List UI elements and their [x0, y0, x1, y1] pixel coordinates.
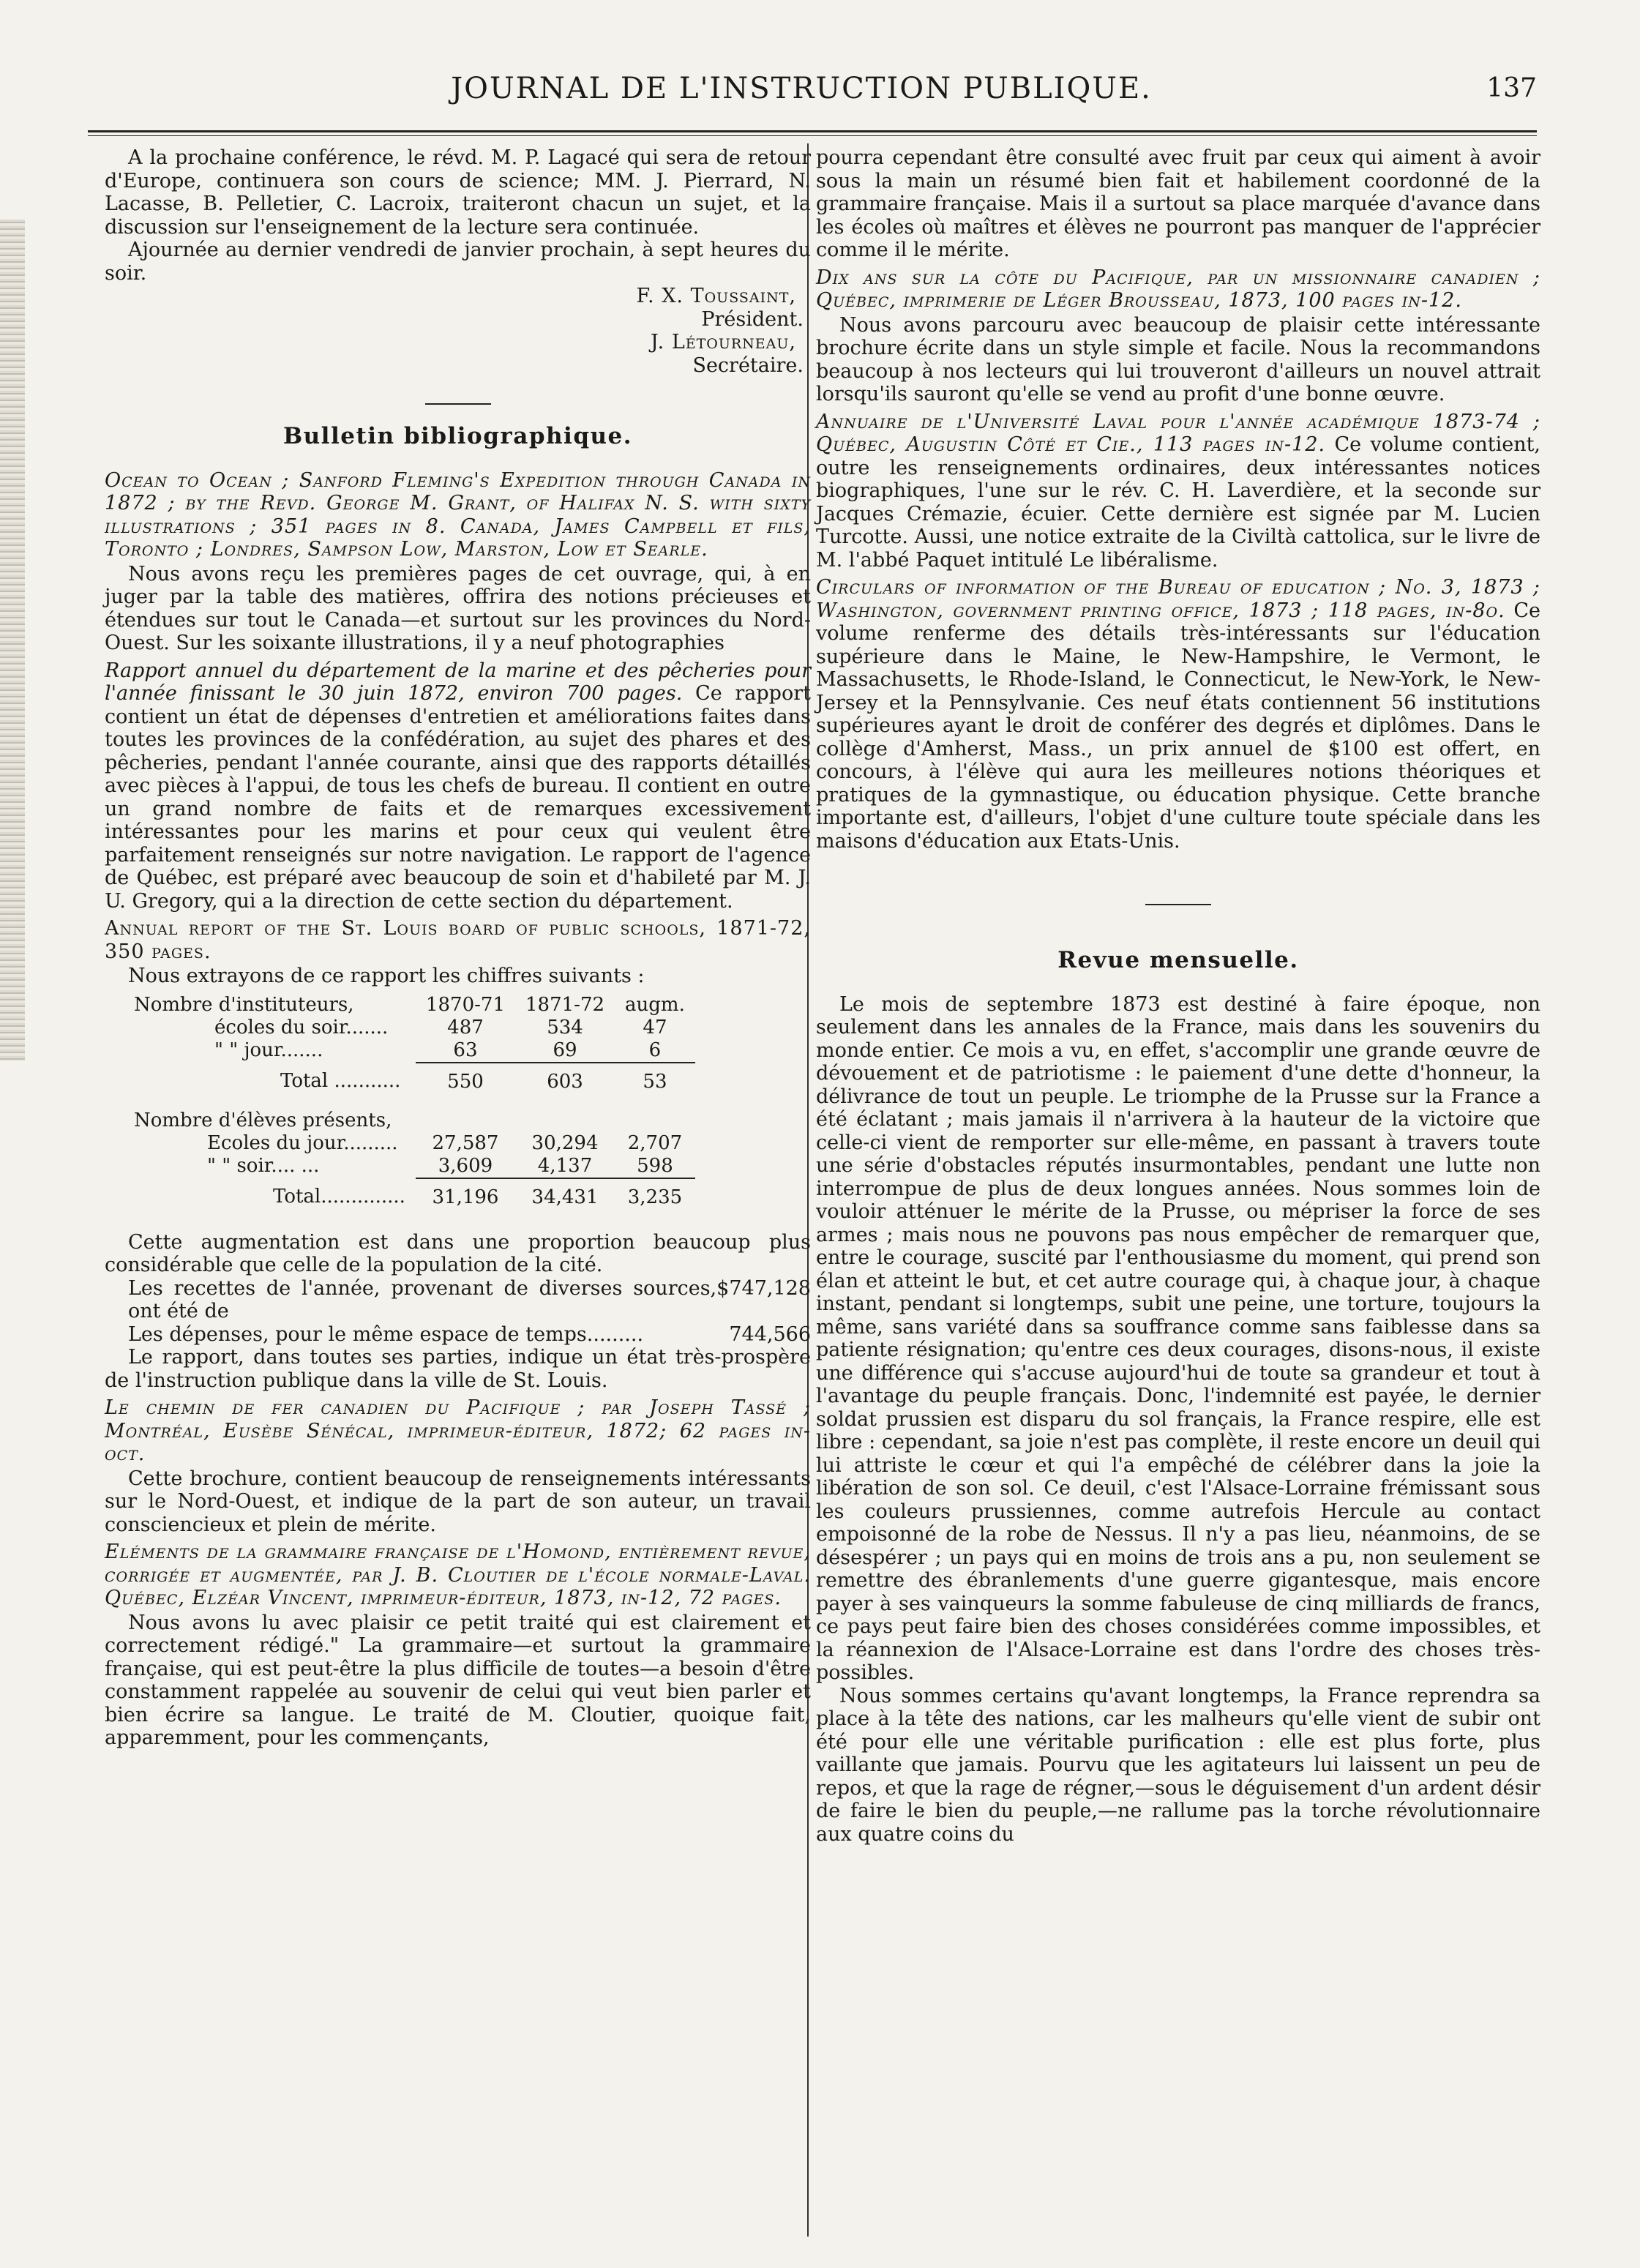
header-rule — [88, 130, 1537, 136]
cell: 27,587 — [432, 1131, 499, 1154]
ocean-entry-body: Nous avons reçu les premières pages de cet ouvrage, qui, à en juger par la table des matières, offrira des notions précieuses et étendues sur tout le Canada—et surtout sur les provinces du Nord-Ouest. Sur les soixante illustrations, il y a neuf photographies — [105, 562, 811, 654]
recettes-value: $747,128 — [716, 1276, 811, 1300]
section-rule — [1145, 904, 1211, 905]
cell: 2,707 — [627, 1131, 683, 1154]
recettes-label: Les recettes de l'année, provenant de diverses sources, ont été de — [128, 1276, 717, 1322]
row-label: écoles du soir....... — [214, 1016, 389, 1038]
col-1871-72: 1871-72 — [525, 993, 605, 1016]
augmentation-paragraph: Cette augmentation est dans une proportion beaucoup plus considérable que celle de la population de la cité. — [105, 1230, 811, 1276]
left-column — [105, 146, 811, 1750]
cell: 3,609 — [438, 1154, 493, 1177]
cell: 63 — [453, 1038, 478, 1061]
president-role: Président. — [701, 307, 804, 331]
cell: 69 — [553, 1038, 577, 1061]
table-row — [134, 1132, 695, 1155]
cell: 534 — [547, 1016, 583, 1038]
cell: 550 — [416, 1063, 515, 1093]
row-label: " " jour....... — [214, 1039, 323, 1061]
table-head-label: Nombre d'élèves présents, — [134, 1109, 392, 1131]
col-1870-71: 1870-71 — [425, 993, 505, 1016]
cell: 31,196 — [416, 1178, 515, 1209]
continuation-paragraph: pourra cependant être consulté avec fruit par ceux qui aiment à avoir sous la main un résumé bien fait et habilement coordonné de la grammaire française. Mais il a surtout sa place marquée d'avance dans les écoles où maîtres et élèves ne pourront pas manquer de l'apprécier comme il le mérite. — [816, 146, 1540, 261]
chemin-entry-heading: Le chemin de fer canadien du Pacifique ; par Joseph Tassé ; Montréal, Eusèbe Sénécal, imprimeur-éditeur, 1872; 62 pages in-oct. — [105, 1396, 811, 1465]
bulletin-heading: Bulletin bibliographique. — [282, 423, 633, 449]
revue-paragraph-1: Le mois de septembre 1873 est destiné à faire époque, non seulement dans les annales de la France, mais dans les souvenirs du monde entier. Ce mois a vu, en effet, s'accomplir une grande œuvre de dévouement et de patriotisme : le paiement d'une dette d'honneur, la délivrance de tout un peuple. Le triomphe de la Prusse sur la France a été éclatant ; mais jamais il n'arrivera à la hauteur de la victoire que celle-ci vient de remporter sur elle-même, en passant à travers toute une série d'obstacles réputés insurmontables, pendant une lutte non interrompue de plus de deux longues années. Nous sommes loin de vouloir atténuer le mérite de la Prusse, ou mépriser la force de ses armes ; mais nous ne pouvons pas nous empêcher de remarquer que, entre le courage, suscité par l'enthousiasme du moment, qui prend son élan et atteint le but, et cet autre courage qui, à chaque jour, à chaque instant, pendant si longtemps, subit une peine, une torture, toujours la même, sans variété dans sa souffrance comme sans faiblesse dans sa patiente résignation; qu'entre ces deux courages, disons-nous, il existe une différence qui s'accuse aujourd'hui de toute sa grandeur et tout à l'avantage du peuple français. Donc, l'indemnité est payée, le dernier soldat prussien est disparu du sol français, la France respire, elle est libre : cependant, sa joie n'est pas complète, il reste encore un deuil qui lui attriste le cœur et qui l'a empêché de célébrer dans la joie la libération de son sol. Ce deuil, c'est l'Alsace-Lorraine frémissant sous les couleurs prussiennes, comme autrefois Hercule au contact empoisonné de la robe de Nessus. Il n'y a pas lieu, néanmoins, de se désespérer ; un pays qui en moins de trois ans a pu, non seulement se remettre des ébranlements d'une guerre gigantesque, mais encore payer à ses vainqueurs la somme fabuleuse de cinq milliards de francs, ce pays peut faire bien des choses considérées comme impossibles, et la réannexion de l'Alsace-Lorraine est dans l'ordre des choses très-possibles. — [816, 992, 1540, 1684]
depenses-row — [105, 1323, 811, 1347]
rapport-state-paragraph: Le rapport, dans toutes ses parties, indique un état très-prospère de l'instruction publique dans la ville de St. Louis. — [105, 1346, 811, 1392]
cell: 598 — [637, 1154, 673, 1177]
section-rule — [425, 403, 491, 405]
cell: 3,235 — [615, 1178, 695, 1209]
right-column — [816, 146, 1540, 1846]
annuaire-entry: Annuaire de l'Université Laval pour l'année académique 1873-74 ; Québec, Augustin Côté et Cie., 113 pages in-12. Ce volume contient, outre les renseignements ordinaires, deux intéressantes notices biographiques, l'une sur le rév. C. H. Laverdière, et la seconde sur Jacques Crémazie, écuier. Cette dernière est signée par M. Lucien Turcotte. Aussi, une notice extraite de la Civiltà cattolica, sur le livre de M. l'abbé Paquet intitulé Le libéralisme. — [816, 410, 1541, 572]
secretary-name: J. Létourneau, — [650, 331, 796, 353]
cell: 6 — [648, 1038, 662, 1061]
cell: 30,294 — [531, 1131, 599, 1154]
stlouis-intro: Nous extrayons de ce rapport les chiffres suivants : — [128, 965, 645, 987]
dix-ans-entry-body: Nous avons parcouru avec beaucoup de plaisir cette intéressante brochure écrite dans un style simple et facile. Nous la recommandons beaucoup à nos lecteurs qui lui trouveront d'ailleurs un nouvel attrait lorsqu'ils sauront qu'elle se vend au profit d'une bonne œuvre. — [816, 313, 1540, 405]
elements-entry-body: Nous avons lu avec plaisir ce petit traité qui est clairement et correctement rédigé." La grammaire—et surtout la grammaire française, qui est peut-être la plus difficile de toutes—a besoin d'être constamment rappelée au souvenir de celui qui veut bien parler et bien écrire sa langue. Le traité de M. Cloutier, quoique fait, apparemment, pour les commençants, — [105, 1611, 811, 1749]
cell: 4,137 — [537, 1154, 593, 1177]
ocean-entry-heading: Ocean to Ocean ; Sanford Fleming's Expedition through Canada in 1872 ; by the Revd. George M. Grant, of Halifax N. S. with sixty illustrations ; 351 pages in 8. Canada, James Campbell et fils, Toronto ; Londres, Sampson Low, Marston, Low et Searle. — [105, 468, 811, 561]
table-row — [134, 1039, 695, 1063]
secretary-role: Secrétaire. — [692, 353, 804, 377]
chemin-entry-body: Cette brochure, contient beaucoup de renseignements intéressants sur le Nord-Ouest, et indique de la part de son auteur, un travail consciencieux et plein de mérite. — [105, 1467, 811, 1536]
depenses-label: Les dépenses, pour le même espace de temps......... — [128, 1322, 644, 1346]
circulars-entry: Circulars of information of the Bureau of education ; No. 3, 1873 ; Washington, government printing office, 1873 ; 118 pages, in-8o. Ce volume renferme des détails très-intéressants sur l'éducation supérieure dans le Maine, le New-Hampshire, le Vermont, le Massachusetts, le Rhode-Island, le Connecticut, le New-York, le New-Jersey et la Pennsylvanie. Ces neuf états contiennent 56 institutions supérieures ayant le droit de conférer des degrés et diplômes. Dans le collège d'Amherst, Mass., un prix annuel de $100 est offert, en concours, à l'élève qui aura les meilleures notions théoriques et pratiques de la gymnastique, ou éducation physique. Cette branche importante est, d'ailleurs, l'objet d'une culture toute spéciale dans les maisons d'éducation aux Etats-Unis. — [816, 576, 1540, 853]
rapport-entry: Rapport annuel du département de la marine et des pêcheries pour l'année finissant le 30 juin 1872, environ 700 pages. Ce rapport contient un état de dépenses d'entretien et améliorations faites dans toutes les provinces de la confédération, au sujet des phares et des pêcheries, pendant l'année courante, ainsi que des rapports détaillés avec pièces à l'appui, de tous les chefs de bureau. Il contient en outre un grand nombre de faits et de remarques excessivement intéressantes pour les marins et pour ceux qui veulent être parfaitement renseignés sur notre navigation. Le rapport de l'agence de Québec, est préparé avec beaucoup de soin et d'habileté par M. J. U. Gregory, qui a la direction de cette section du département. — [105, 659, 811, 913]
total-label: Total ........... — [280, 1070, 401, 1092]
dix-ans-entry-heading: Dix ans sur la côte du Pacifique, par un missionnaire canadien ; Québec, imprimerie de Léger Brousseau, 1873, 100 pages in-12. — [816, 266, 1540, 312]
stlouis-entry-heading: Annual report of the St. Louis board of public schools, 1871-72, 350 pages. — [105, 917, 811, 963]
table-total-row — [134, 1178, 695, 1209]
cell: 34,431 — [515, 1178, 615, 1209]
recettes-row — [105, 1277, 811, 1323]
instituteurs-table — [134, 994, 695, 1209]
scan-binding-edge — [0, 220, 25, 1061]
row-label: " " soir.... ... — [207, 1155, 320, 1177]
cell: 487 — [447, 1016, 484, 1038]
page-header — [66, 66, 1537, 110]
col-augm: augm. — [625, 993, 685, 1016]
table-total-row — [134, 1063, 695, 1093]
table-header-row — [134, 1109, 695, 1132]
cell: 603 — [515, 1063, 615, 1093]
row-label: Ecoles du jour......... — [207, 1131, 398, 1154]
depenses-value: 744,566 — [729, 1322, 811, 1346]
cell: 53 — [615, 1063, 695, 1093]
table-row — [134, 1155, 695, 1178]
table-head-label: Nombre d'instituteurs, — [134, 993, 354, 1016]
revue-heading: Revue mensuelle. — [1057, 947, 1299, 973]
table-row — [134, 1017, 695, 1039]
president-name: F. X. Toussaint, — [636, 285, 796, 307]
elements-entry-heading: Eléments de la grammaire française de l'Homond, entièrement revue, corrigée et augmentée, par J. B. Cloutier de l'école normale-Laval. Québec, Elzéar Vincent, imprimeur-éditeur, 1873, in-12, 72 pages. — [105, 1541, 811, 1609]
conference-paragraph: A la prochaine conférence, le révd. M. P. Lagacé qui sera de retour d'Europe, continuera son cours de science; MM. J. Pierrard, N. Lacasse, B. Pelletier, C. Lacroix, traiteront chacun un sujet, et la discussion sur l'enseignement de la lecture sera continuée. — [105, 146, 811, 239]
journal-title: JOURNAL DE L'INSTRUCTION PUBLIQUE. — [451, 72, 1152, 105]
revue-paragraph-2: Nous sommes certains qu'avant longtemps, la France reprendra sa place à la tête des nations, car les malheurs qu'elle vient de subir ont été pour elle une véritable purification : elle est plus forte, plus vaillante que jamais. Pourvu que les agitateurs lui laissent un peu de repos, et que la rage de régner,—sous le déguisement d'un ardent désir de faire le bien du peuple,—ne rallume pas la torche révolutionnaire aux quatre coins du — [816, 1684, 1540, 1846]
adjournment-paragraph: Ajournée au dernier vendredi de janvier prochain, à sept heures du soir. — [105, 239, 811, 285]
cell: 47 — [643, 1016, 667, 1038]
total-label: Total.............. — [273, 1186, 405, 1208]
page-number: 137 — [1486, 73, 1537, 103]
table-header-row — [134, 994, 695, 1017]
